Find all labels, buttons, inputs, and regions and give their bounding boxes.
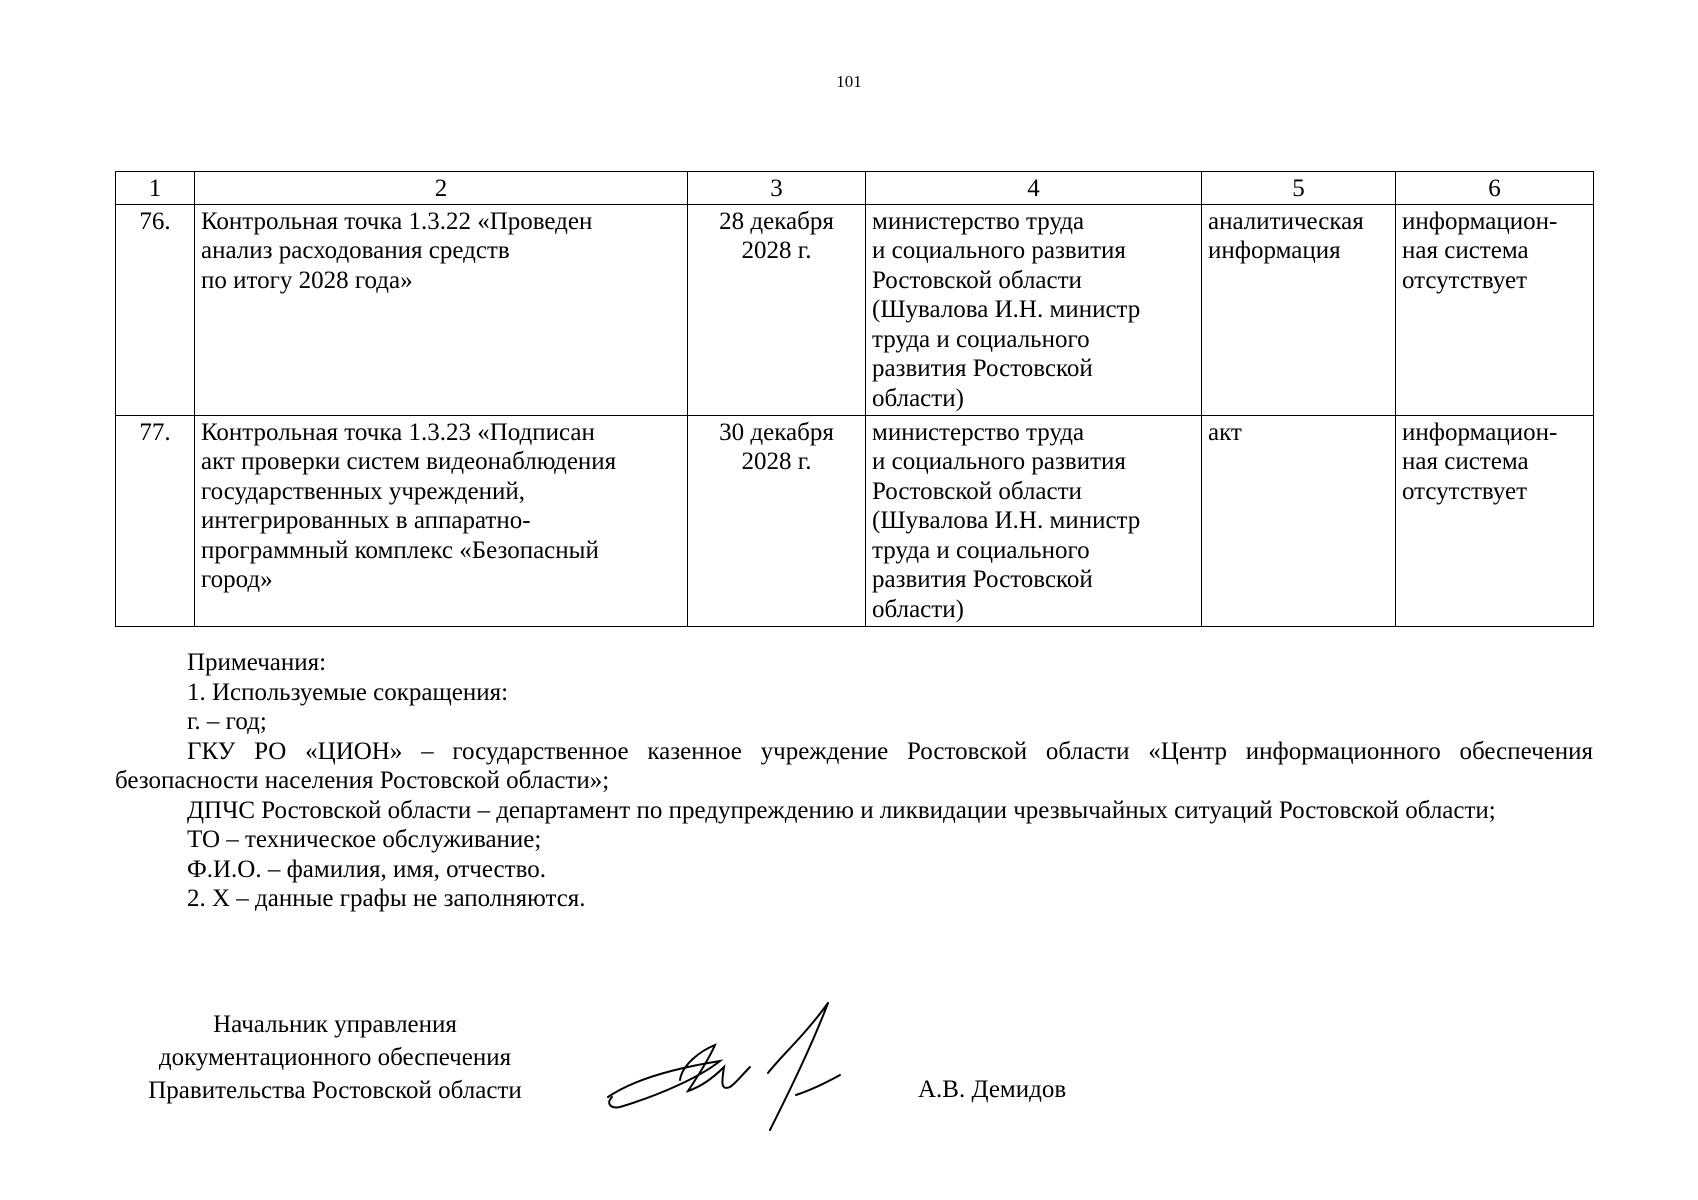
cell-line: области) — [872, 384, 964, 412]
cell-line: Контрольная точка 1.3.23 «Подписан — [201, 418, 595, 446]
control-point-name — [195, 415, 688, 626]
signer-position — [110, 1008, 560, 1107]
cell-line: и социального развития — [872, 237, 1126, 264]
responsible-executor — [866, 415, 1202, 626]
page-number: 101 — [836, 72, 862, 91]
cell-line: 30 декабря — [719, 418, 834, 446]
table-row — [116, 204, 1594, 415]
cell-line: программный комплекс «Безопасный — [201, 536, 599, 564]
cell-line: ная система — [1402, 448, 1529, 475]
cell-line: анализ расходования средств — [201, 237, 510, 264]
abbreviation: Ф.И.О. – фамилия, имя, отчество. — [187, 855, 546, 883]
cell-line: Ростовской области — [872, 477, 1082, 505]
column-header: 1 — [116, 172, 195, 205]
cell-line: информация — [1208, 237, 1341, 264]
cell-line: Ростовской области — [872, 266, 1082, 294]
abbreviation: ГКУ РО «ЦИОН» – государственное казенное учреждение Ростовской области «Центр информационного обеспечения безопасности населения Ростовской области»; — [115, 737, 1593, 794]
column-header: 3 — [688, 172, 866, 205]
abbreviation: ТО – техническое обслуживание; — [187, 826, 542, 853]
cell-line: 2028 г. — [741, 237, 812, 264]
cell-line: отсутствует — [1402, 266, 1528, 294]
cell-line: труда и социального — [872, 536, 1090, 564]
position-line: Правительства Ростовской области — [148, 1077, 522, 1104]
notes-section — [115, 648, 1593, 914]
cell-line: аналитическая — [1208, 207, 1364, 235]
information-system — [1396, 204, 1594, 415]
table-row — [116, 415, 1594, 626]
information-system — [1396, 415, 1594, 626]
cell-line: акт — [1208, 418, 1242, 446]
cell-line: 2028 г. — [741, 448, 812, 475]
responsible-executor — [866, 204, 1202, 415]
abbreviation: ДПЧС Ростовской области – департамент по предупреждению и ликвидации чрезвычайных ситуаций Ростовской области; — [187, 796, 1496, 824]
cell-line: ная система — [1402, 237, 1529, 264]
handwritten-signature — [600, 995, 890, 1150]
position-line: Начальник управления — [213, 1011, 457, 1038]
cell-line: области) — [872, 595, 964, 623]
due-date — [688, 415, 866, 626]
cell-line: Контрольная точка 1.3.22 «Проведен — [201, 207, 593, 235]
cell-line: развития Ростовской — [872, 355, 1093, 382]
control-points-table — [115, 171, 1594, 627]
cell-line: по итогу 2028 года» — [201, 266, 413, 294]
position-line: документационного обеспечения — [158, 1044, 512, 1071]
cell-line: (Шувалова И.Н. министр — [872, 296, 1141, 323]
column-header: 6 — [1396, 172, 1594, 205]
cell-line: и социального развития — [872, 448, 1126, 475]
cell-line: министерство труда — [872, 207, 1085, 235]
cell-line: информацион- — [1402, 207, 1558, 235]
cell-line: информацион- — [1402, 418, 1558, 446]
cell-line: труда и социального — [872, 325, 1090, 353]
signer-name: А.В. Демидов — [918, 1076, 1067, 1103]
due-date — [688, 204, 866, 415]
cell-line: государственных учреждений, — [201, 477, 525, 505]
notes-item: 2. Х – данные графы не заполняются. — [187, 885, 586, 912]
cell-line: развития Ростовской — [872, 566, 1093, 593]
cell-line: акт проверки систем видеонаблюдения — [201, 448, 617, 475]
column-header: 5 — [1202, 172, 1396, 205]
column-header: 2 — [195, 172, 688, 205]
cell-line: (Шувалова И.Н. министр — [872, 507, 1141, 534]
control-point-name — [195, 204, 688, 415]
cell-line: город» — [201, 566, 273, 593]
cell-line: отсутствует — [1402, 477, 1528, 505]
cell-line: интегрированных в аппаратно- — [201, 507, 531, 534]
abbreviation: г. – год; — [187, 708, 267, 735]
document-type — [1202, 415, 1396, 626]
table-header-row — [116, 172, 1594, 205]
cell-line: министерство труда — [872, 418, 1085, 446]
row-number: 76. — [116, 204, 195, 415]
notes-title: Примечания: — [187, 649, 327, 676]
notes-item: 1. Используемые сокращения: — [187, 678, 509, 706]
column-header: 4 — [866, 172, 1202, 205]
document-type — [1202, 204, 1396, 415]
row-number: 77. — [116, 415, 195, 626]
cell-line: 28 декабря — [719, 207, 834, 235]
